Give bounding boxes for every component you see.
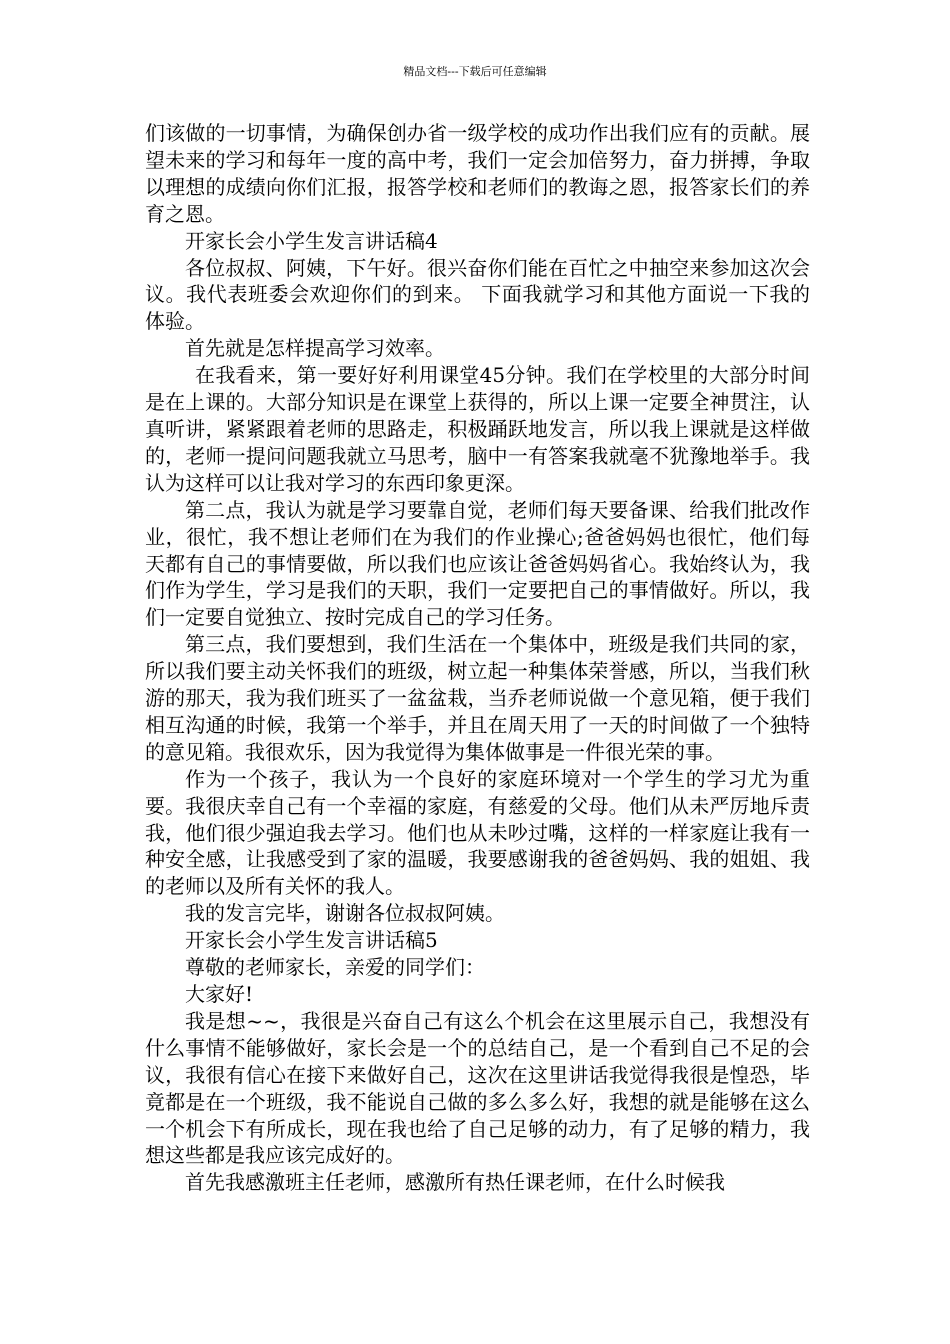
paragraph-9: 开家长会小学生发言讲话稿5 — [185, 928, 438, 953]
paragraph-6: 第三点，我们要想到，我们生活在一个集体中，班级是我们共同的家，所以我们要主动关怀我们的班级，树立起一种集体荣誉感，所以，当我们秋游的那天，我为我们班买了一盆盆栽，当乔老师说做一个意见箱，便于我们相互沟通的时候，我第一个举手，并且在周天用了一天的时间做了一个独特的意见箱。我很欢乐，因为我觉得为集体做事是一件很光荣的事。 — [145, 632, 810, 764]
paragraph-7: 作为一个孩子，我认为一个良好的家庭环境对一个学生的学习尤为重要。我很庆幸自己有一个幸福的家庭，有慈爱的父母。他们从未严厉地斥责我，他们很少强迫我去学习。他们也从未吵过嘴，这样的一样家庭让我有一种安全感，让我感受到了家的温暖，我要感谢我的爸爸妈妈、我的姐姐、我的老师以及所有关怀的我人。 — [145, 766, 810, 899]
document-body — [145, 120, 810, 1196]
paragraph-11: 大家好! — [185, 982, 254, 1006]
paragraph-2: 各位叔叔、阿姨，下午好。很兴奋你们能在百忙之中抽空来参加这次会议。我代表班委会欢迎你们的到来。 下面我就学习和其他方面说一下我的体验。 — [145, 255, 810, 334]
paragraph-1: 开家长会小学生发言讲话稿4 — [185, 228, 438, 253]
paragraph-4: 在我看来，第一要好好利用课堂45分钟。我们在学校里的大部分时间是在上课的。大部分知识是在课堂上获得的，所以上课一定要全神贯注，认真听讲，紧紧跟着老师的思路走，积极踊跃地发言，所以我上课就是这样做的，老师一提问问题我就立马思考，脑中一有答案我就毫不犹豫地举手。我认为这样可以让我对学习的东西印象更深。 — [145, 363, 810, 495]
paragraph-0: 们该做的一切事情，为确保创办省一级学校的成功作出我们应有的贡献。展望未来的学习和每年一度的高中考，我们一定会加倍努力，奋力拼搏，争取以理想的成绩向你们汇报，报答学校和老师们的教诲之恩，报答家长们的养育之恩。 — [145, 121, 810, 226]
paragraph-13: 首先我感激班主任老师，感激所有热任课老师，在什么时候我 — [185, 1170, 725, 1195]
paragraph-10: 尊敬的老师家长，亲爱的同学们： — [185, 955, 485, 980]
paragraph-12: 我是想~~，我很是兴奋自己有这么个机会在这里展示自己，我想没有什么事情不能够做好，家长会是一个的总结自己，是一个看到自己不足的会议，我很有信心在接下来做好自己，这次在这里讲话我觉得我很是惶恐，毕竟都是在一个班级，我不能说自己做的多么多么好，我想的就是能够在这么一个机会下有所成长，现在我也给了自己足够的动力，有了足够的精力，我想这些都是我应该完成好的。 — [145, 1008, 810, 1168]
paragraph-3: 首先就是怎样提高学习效率。 — [185, 336, 445, 361]
page-header: 精品文档---下载后可任意编辑 — [403, 65, 547, 78]
paragraph-8: 我的发言完毕，谢谢各位叔叔阿姨。 — [185, 901, 505, 926]
paragraph-5: 第二点，我认为就是学习要靠自觉，老师们每天要备课、给我们批改作业，很忙，我不想让老师们在为我们的作业操心;爸爸妈妈也很忙，他们每天都有自己的事情要做，所以我们也应该让爸爸妈妈省心。我始终认为，我们作为学生，学习是我们的天职，我们一定要把自己的事情做好。所以，我们一定要自觉独立、按时完成自己的学习任务。 — [145, 497, 810, 630]
